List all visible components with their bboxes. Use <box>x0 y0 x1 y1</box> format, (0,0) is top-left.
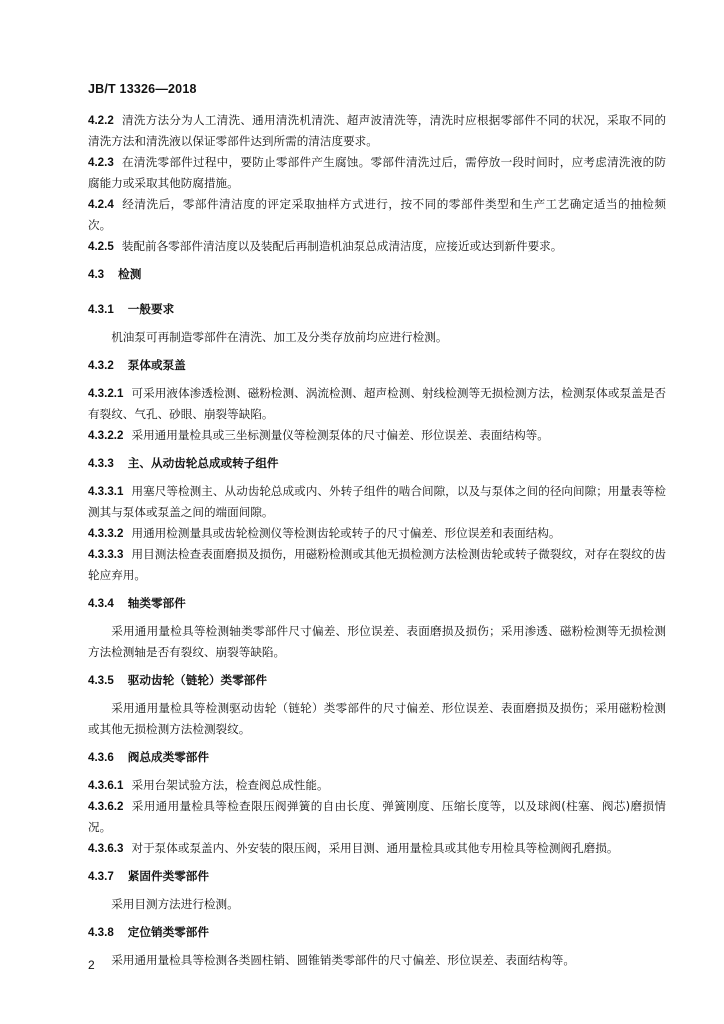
section-title: 驱动齿轮（链轮）类零部件 <box>127 673 267 687</box>
clause-paragraph <box>88 425 666 446</box>
clause-text: 经清洗后，零部件清洁度的评定采取抽样方式进行，按不同的零部件类型和生产工艺确定适当的抽检频次。 <box>88 197 666 232</box>
section-number: 4.3.1 <box>88 303 114 316</box>
clause-text: 采用通用量检具或三坐标测量仪等检测泵体的尺寸偏差、形位误差、表面结构等。 <box>131 428 549 442</box>
clause-text: 采用台架试验方法，检查阀总成性能。 <box>131 778 329 792</box>
clause-paragraph <box>88 481 666 523</box>
section-number: 4.3.3 <box>88 457 114 470</box>
clause-paragraph <box>88 838 666 859</box>
clause-number: 4.2.3 <box>88 156 114 169</box>
clause-paragraph <box>88 775 666 796</box>
section-number: 4.3.5 <box>88 674 114 687</box>
clause-number: 4.3.2.2 <box>88 429 124 442</box>
page-number: 2 <box>88 958 95 972</box>
section-title: 主、从动齿轮总成或转子组件 <box>127 456 279 470</box>
clause-paragraph <box>88 796 666 838</box>
clause-text: 装配前各零部件清洁度以及装配后再制造机油泵总成清洁度，应接近或达到新件要求。 <box>121 239 563 253</box>
body-paragraph: 采用通用量检具等检测驱动齿轮（链轮）类零部件的尺寸偏差、形位误差、表面磨损及损伤；采用磁粉检测或其他无损检测方法检测裂纹。 <box>88 701 666 736</box>
section-number: 4.3.2 <box>88 359 114 372</box>
body-paragraph: 机油泵可再制造零部件在清洗、加工及分类存放前均应进行检测。 <box>111 330 448 344</box>
section-heading <box>88 593 666 614</box>
section-number: 4.3.8 <box>88 926 114 939</box>
clause-number: 4.2.5 <box>88 240 114 253</box>
section-heading <box>88 355 666 376</box>
document-code-header: JB/T 13326—2018 <box>88 82 197 96</box>
clause-number: 4.3.3.3 <box>88 548 124 561</box>
clause-paragraph <box>88 383 666 425</box>
clause-paragraph <box>88 544 666 586</box>
clause-number: 4.3.3.1 <box>88 485 124 498</box>
clause-text: 用通用检测量具或齿轮检测仪等检测齿轮或转子的尺寸偏差、形位误差和表面结构。 <box>131 526 561 540</box>
section-heading <box>88 299 666 320</box>
section-title: 阀总成类零部件 <box>127 750 209 764</box>
section-heading <box>88 453 666 474</box>
body-paragraph: 采用通用量检具等检测轴类零部件尺寸偏差、形位误差、表面磨损及损伤；采用渗透、磁粉检测等无损检测方法检测轴是否有裂纹、崩裂等缺陷。 <box>88 624 666 659</box>
clause-paragraph <box>88 523 666 544</box>
section-heading <box>88 747 666 768</box>
clause-paragraph <box>88 236 666 257</box>
section-number: 4.3 <box>88 268 105 281</box>
clause-text: 清洗方法分为人工清洗、通用清洗机清洗、超声波清洗等，清洗时应根据零部件不同的状况，采取不同的清洗方法和清洗液以保证零部件达到所需的清洁度要求。 <box>88 113 666 148</box>
clause-text: 可采用液体渗透检测、磁粉检测、涡流检测、超声检测、射线检测等无损检测方法，检测泵体或泵盖是否有裂纹、气孔、砂眼、崩裂等缺陷。 <box>88 386 666 421</box>
section-heading <box>88 922 666 943</box>
clause-text: 采用通用量检具等检查限压阀弹簧的自由长度、弹簧刚度、压缩长度等，以及球阀(柱塞、阀芯)磨损情况。 <box>88 799 666 834</box>
clause-paragraph <box>88 152 666 194</box>
section-heading <box>88 670 666 691</box>
clause-number: 4.2.2 <box>88 114 114 127</box>
clause-text: 在清洗零部件过程中，要防止零部件产生腐蚀。零部件清洗过后，需停放一段时间时，应考虑清洗液的防腐能力或采取其他防腐措施。 <box>88 155 666 190</box>
section-title: 检测 <box>118 267 142 281</box>
clause-number: 4.3.6.3 <box>88 842 124 855</box>
section-number: 4.3.6 <box>88 751 114 764</box>
document-body <box>88 110 666 971</box>
clause-text: 用塞尺等检测主、从动齿轮总成或内、外转子组件的啮合间隙，以及与泵体之间的径向间隙；用量表等检测其与泵体或泵盖之间的端面间隙。 <box>88 484 666 519</box>
section-title: 定位销类零部件 <box>127 925 209 939</box>
clause-text: 对于泵体或泵盖内、外安装的限压阀，采用目测、通用量检具或其他专用检具等检测阀孔磨损。 <box>131 841 619 855</box>
clause-number: 4.3.3.2 <box>88 527 124 540</box>
clause-text: 用目测法检查表面磨损及损伤，用磁粉检测或其他无损检测方法检测齿轮或转子微裂纹，对存在裂纹的齿轮应弃用。 <box>88 547 666 582</box>
clause-number: 4.3.6.1 <box>88 779 124 792</box>
section-heading <box>88 866 666 887</box>
section-title: 一般要求 <box>127 302 175 316</box>
section-title: 泵体或泵盖 <box>127 358 186 372</box>
section-heading <box>88 264 666 285</box>
clause-number: 4.3.2.1 <box>88 387 124 400</box>
section-title: 紧固件类零部件 <box>127 869 209 883</box>
clause-paragraph <box>88 110 666 152</box>
section-number: 4.3.4 <box>88 597 114 610</box>
section-title: 轴类零部件 <box>127 596 186 610</box>
clause-number: 4.2.4 <box>88 198 114 211</box>
body-paragraph: 采用目测方法进行检测。 <box>111 897 239 911</box>
body-paragraph: 采用通用量检具等检测各类圆柱销、圆锥销类零部件的尺寸偏差、形位误差、表面结构等。 <box>111 953 575 967</box>
section-number: 4.3.7 <box>88 870 114 883</box>
clause-paragraph <box>88 194 666 236</box>
clause-number: 4.3.6.2 <box>88 800 124 813</box>
